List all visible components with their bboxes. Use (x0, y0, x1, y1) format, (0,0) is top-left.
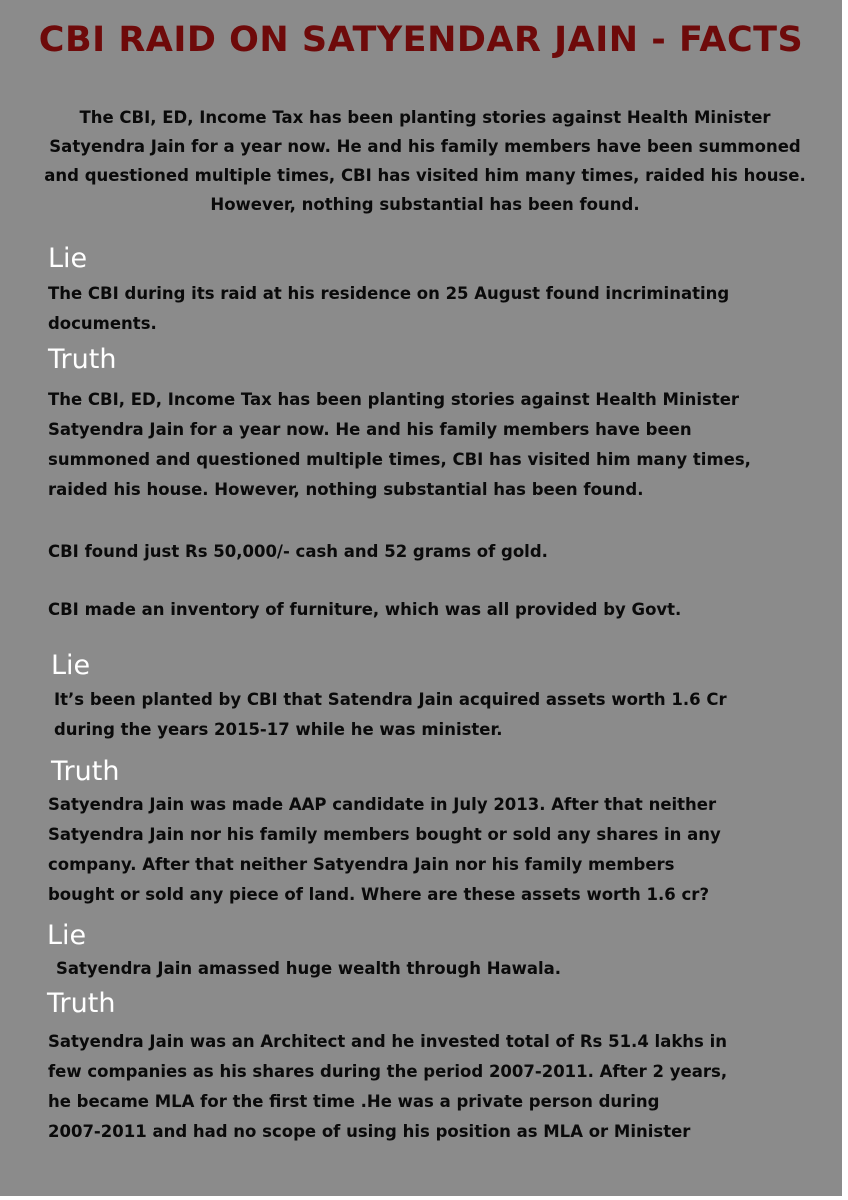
truth-line: raided his house. However, nothing substantial has been found. (48, 480, 644, 499)
truth-line: Satyendra Jain nor his family members bought or sold any shares in any (48, 825, 721, 844)
truth-extra-1: CBI found just Rs 50,000/- cash and 52 grams of gold. (48, 542, 548, 561)
lie-text-2 (54, 685, 727, 745)
truth-line: Satyendra Jain was made AAP candidate in July 2013. After that neither (48, 795, 717, 814)
lie-label-1: Lie (48, 243, 88, 274)
truth-line: few companies as his shares during the period 2007-2011. After 2 years, (48, 1062, 728, 1081)
intro-line: Satyendra Jain for a year now. He and his family members have been summoned (49, 137, 801, 156)
lie-line: documents. (48, 314, 157, 333)
truth-line: Satyendra Jain was an Architect and he invested total of Rs 51.4 lakhs in (48, 1032, 728, 1051)
truth-line: 2007-2011 and had no scope of using his position as MLA or Minister (48, 1122, 691, 1141)
intro-line: The CBI, ED, Income Tax has been planting stories against Health Minister (79, 108, 771, 127)
truth-line: he became MLA for the first time .He was a private person during (48, 1092, 660, 1111)
intro-line: However, nothing substantial has been found. (210, 195, 640, 214)
lie-label-3: Lie (47, 920, 87, 951)
truth-label-3: Truth (47, 988, 116, 1019)
truth-text-1 (48, 385, 751, 505)
truth-line: The CBI, ED, Income Tax has been planting stories against Health Minister (48, 390, 740, 409)
truth-line: company. After that neither Satyendra Jain nor his family members (48, 855, 675, 874)
intro-paragraph (14, 103, 836, 219)
lie-line: during the years 2015-17 while he was minister. (54, 720, 503, 739)
lie-text-3: Satyendra Jain amassed huge wealth through Hawala. (56, 959, 562, 978)
lie-label-2: Lie (51, 650, 91, 681)
truth-label-1: Truth (48, 344, 117, 375)
lie-line: The CBI during its raid at his residence on 25 August found incriminating (48, 284, 730, 303)
truth-line: summoned and questioned multiple times, CBI has visited him many times, (48, 450, 751, 469)
lie-text-1 (48, 279, 729, 339)
truth-line: Satyendra Jain for a year now. He and his family members have been (48, 420, 692, 439)
lie-line: It’s been planted by CBI that Satendra Jain acquired assets worth 1.6 Cr (54, 690, 727, 709)
poster-title: CBI RAID ON SATYENDAR JAIN - FACTS (38, 20, 804, 60)
truth-line: bought or sold any piece of land. Where are these assets worth 1.6 cr? (48, 885, 710, 904)
truth-extra-2: CBI made an inventory of furniture, which was all provided by Govt. (48, 600, 682, 619)
truth-label-2: Truth (51, 756, 120, 787)
intro-line: and questioned multiple times, CBI has visited him many times, raided his house. (44, 166, 806, 185)
truth-text-3 (48, 1027, 727, 1147)
truth-text-2 (48, 790, 721, 910)
